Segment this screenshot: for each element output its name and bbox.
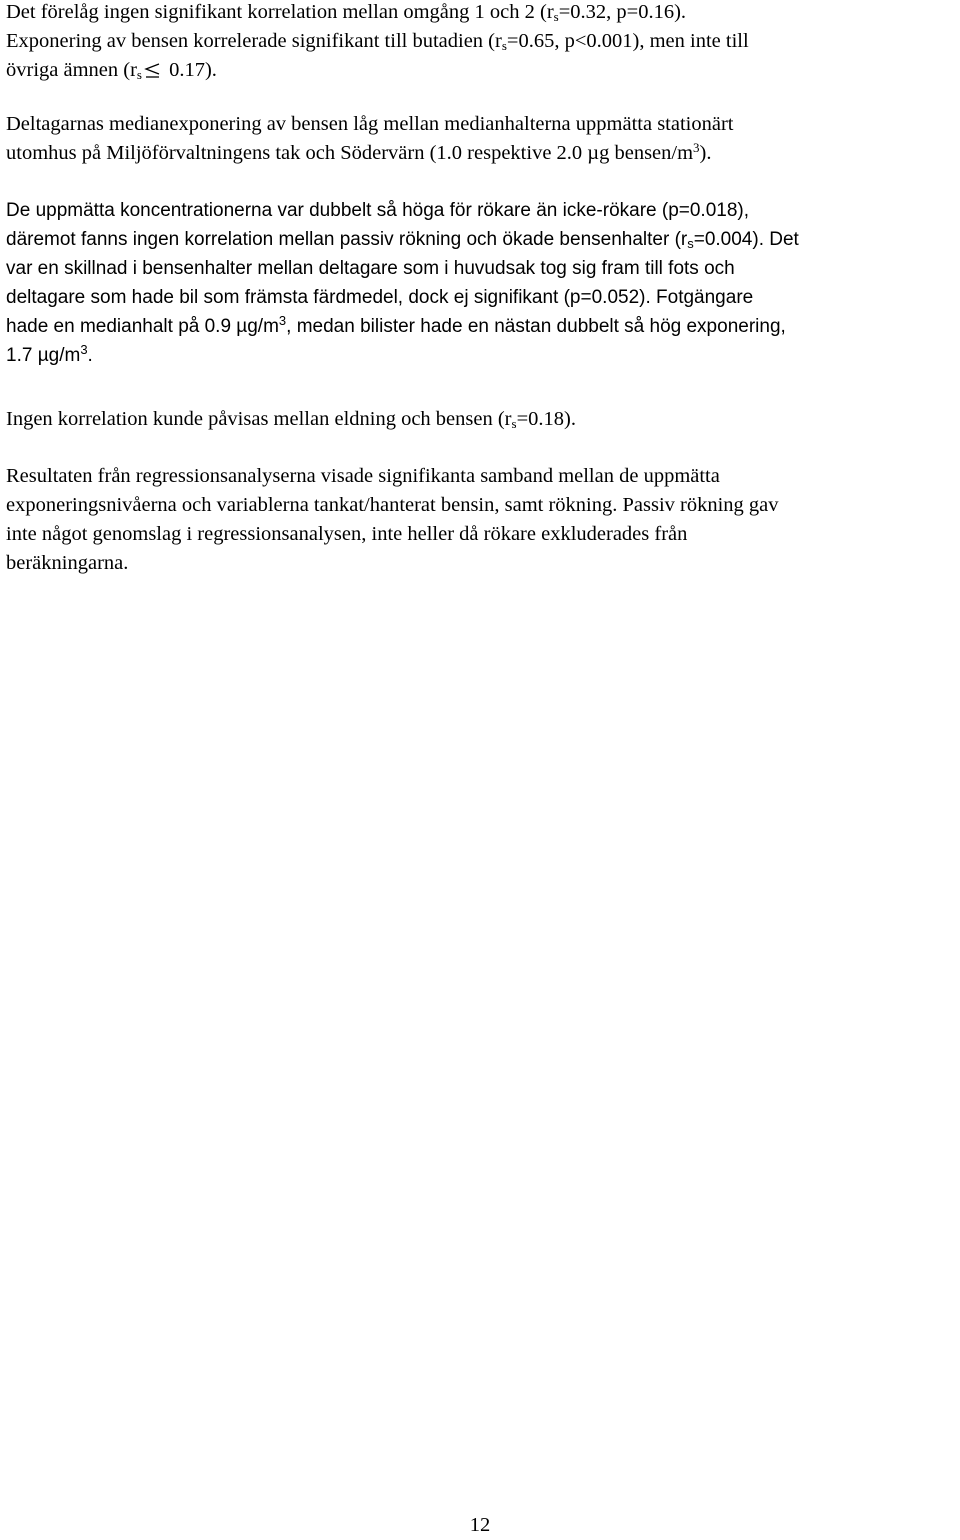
text-line: Deltagarnas medianexponering av bensen låg mellan medianhalterna uppmätta stationärt <box>6 113 734 135</box>
paragraph-correlation-rounds <box>6 0 749 85</box>
paragraph-regression-results <box>6 462 779 578</box>
text-line: 1.7 $\mu g/m^3$. <box>6 342 93 366</box>
text-line: hade en medianhalt på 0.9 $\mu g/m^3$, medan bilister hade en nästan dubbelt så hög exponering, <box>6 313 786 337</box>
paragraph-median-exposure <box>6 110 733 168</box>
text-line: deltagare som hade bil som främsta färdmedel, dock ej signifikant (p=0.052). Fotgängare <box>6 287 754 308</box>
text-line: inte något genomslag i regressionsanalysen, inte heller då rökare exkluderades från <box>6 523 688 545</box>
text-line: utomhus på Miljöförvaltningens tak och Södervärn (1.0 respektive 2.0 µg bensen/$m^3$). <box>6 140 712 164</box>
text-line: beräkningarna. <box>6 552 129 574</box>
text-line: De uppmätta koncentrationerna var dubbelt så höga för rökare än icke-rökare (p=0.018), <box>6 200 750 221</box>
text-line: Det förelåg ingen signifikant korrelation mellan omgång 1 och 2 ($r_s=0.32$, p=0.16). <box>6 1 687 24</box>
paragraph-burning-correlation <box>6 405 576 434</box>
text-line: övriga ämnen ($r_s$ 0.17). <box>6 59 217 82</box>
text-line: Resultaten från regressionsanalyserna visade signifikanta samband mellan de uppmätta <box>6 465 720 487</box>
text-line: däremot fanns ingen korrelation mellan passiv rökning och ökade bensenhalter $(r_s=0.004)$. Det <box>6 229 799 251</box>
page-number: 12 <box>469 1514 491 1536</box>
less-than-or-equal-symbol <box>142 63 164 77</box>
text-line: Ingen korrelation kunde påvisas mellan eldning och bensen $(r_s=0.18)$. <box>6 408 576 431</box>
paragraph-smokers-concentrations <box>6 196 799 370</box>
text-line: exponeringsnivåerna och variablerna tankat/hanterat bensin, samt rökning. Passiv rökning gav <box>6 494 779 516</box>
text-line: Exponering av bensen korrelerade signifikant till butadien ($r_s=0.65$, p<0.001), men inte till <box>6 30 749 53</box>
text-line: var en skillnad i bensenhalter mellan deltagare som i huvudsak tog sig fram till fots och <box>6 258 735 279</box>
